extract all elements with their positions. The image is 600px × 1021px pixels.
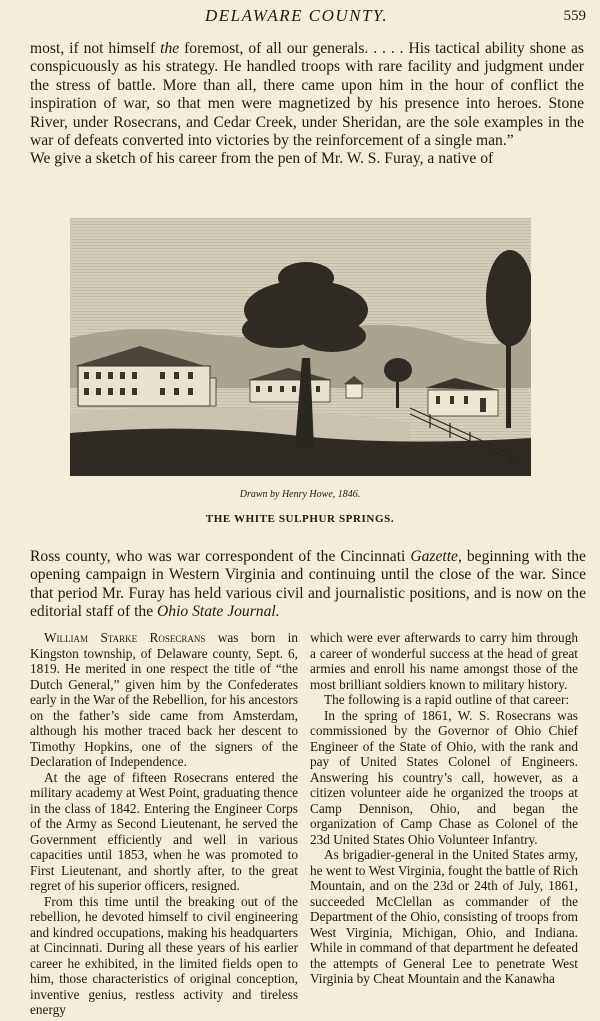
- intro-text-span: most, if not himself: [30, 40, 161, 57]
- running-title: DELAWARE COUNTY.: [205, 6, 389, 25]
- left-lead-in: William Starke Rosecrans: [44, 630, 206, 645]
- intro-paragraph-1: [30, 40, 584, 150]
- engraving-illustration: [70, 218, 531, 476]
- engraving-white-sulphur-springs: [70, 218, 531, 476]
- intro-text-span: foremost, of all our generals. . . . . His tactical ability shone as conspicuously as his strategy. He handled troops with rare facility and judgment under the stress of battle. More than all, there came upon him in the hour of conflict the inspiration of war, so that men were magnetized by his presence into heroes. Stone River, under Rosecrans, and Cedar Creek, under Sheridan, are the sole examples in the war of defeats converted into victories by the reinforcement of a single man.”: [30, 40, 584, 150]
- continuation-paragraph: [30, 548, 586, 621]
- intro-paragraph-2: [30, 150, 584, 168]
- left-column: [30, 630, 298, 1018]
- page-number: 559: [563, 8, 586, 24]
- left-paragraph-2: At the age of fifteen Rosecrans entered the military academy at West Point, graduating thence in the class of 1842. Entering the Engineer Corps of the Army as Second Lieutenant, he served the Government efficiently and well in various capacities until 1853, when he was promoted to First Lieutenant, and shortly after, to the great regret of his superior officers, resigned.: [30, 769, 298, 893]
- running-head: [0, 6, 600, 28]
- right-paragraph-2: The following is a rapid outline of that career:: [324, 692, 570, 707]
- intro-text: [30, 40, 584, 169]
- figure-credit: Drawn by Henry Howe, 1846.: [239, 489, 361, 500]
- continuation-span: Ross county, who was war correspondent of the Cincinnati: [30, 548, 411, 565]
- left-paragraph-3: From this time until the breaking out of the rebellion, he devoted himself to civil engineering and kindred occupations, making his headquarters at Cincinnati. During all these years of his earlier career he exhibited, in the limited fields open to him, those characteristics of original conception, inventive genius, restless activity and tireless energy: [30, 893, 298, 1017]
- intro-emphasis: the: [160, 40, 180, 57]
- right-paragraph-4: As brigadier-general in the United States army, he went to West Virginia, fought the battle of Rich Mountain, and on the 23d or 24th of July, 1861, succeeded McClellan as commander of the Department of the Ohio, consisting of troops from West Virginia, Michigan, Ohio, and Indiana. While in command of that department he defeated the attempts of General Lee to penetrate West Virginia by Cheat Mountain and the Kanawha: [310, 847, 578, 986]
- right-column: [310, 630, 578, 987]
- continuation-span: , beginning with the opening campaign in Western Virginia and continuing until the close of the war. Since that period Mr. Furay has held various civil and journalistic positions, and is now on the editorial staff of the: [30, 548, 586, 620]
- intro-text-span: We give a sketch of his career from the pen of Mr. W. S. Furay, a native of: [30, 150, 494, 168]
- left-paragraph-1: [30, 630, 298, 770]
- figure-title: THE WHITE SULPHUR SPRINGS.: [205, 513, 395, 525]
- right-paragraph-3: In the spring of 1861, W. S. Rosecrans was commissioned by the Governor of Ohio Chief Engineer of the State of Ohio, with the rank and pay of United States Colonel of Engineers. Answering his country’s call, however, as a citizen volunteer aide he organized the troops at Camp Dennison, Ohio, and began the organization of Camp Chase as Colonel of the 23d United States Ohio Volunteer Infantry.: [310, 707, 578, 847]
- continuation-emphasis: Ohio State Journal.: [157, 602, 280, 620]
- right-paragraph-1: which were ever afterwards to carry him through a career of wonderful success at the head of great armies and enroll his name amongst those of the most brilliant soldiers known to military history.: [310, 630, 578, 692]
- continuation-text: [30, 548, 586, 621]
- continuation-emphasis: Gazette: [410, 548, 458, 565]
- left-text-span: was born in Kingston township, of Delaware county, Sept. 6, 1819. He merited in one respect the title of “the Dutch General,” given him by the Confederates early in the War of the Rebellion, for his ancestors on the father’s side came from Amsterdam, although his mother traced back her descent to Timothy Hopkins, one of the signers of the Declaration of Independence.: [30, 630, 298, 769]
